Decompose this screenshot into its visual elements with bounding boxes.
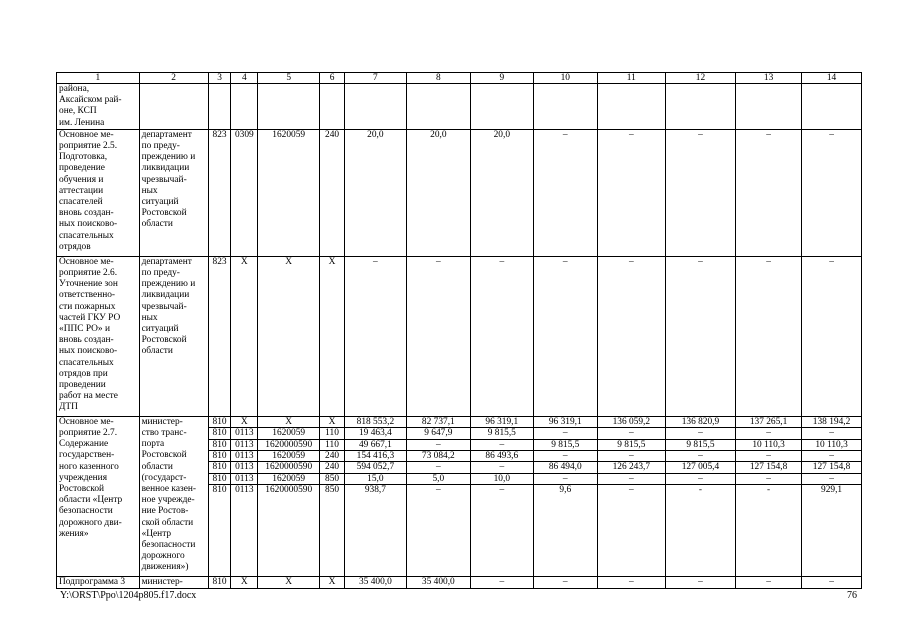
sub-row-cell: 818 553,2 — [345, 417, 406, 428]
amount-cell — [665, 84, 735, 130]
sub-row-cell: 810 — [209, 440, 231, 451]
activity-name: Основное ме- роприятие 2.7. Содержание государствен- ного казенного учреждения Ростовской области «Центр безопасности дорожного дви- жения» — [57, 416, 140, 576]
amount-cell: – — [533, 576, 597, 588]
executor: министер- — [139, 576, 208, 588]
sub-col — [208, 416, 231, 576]
sub-row-cell: 0113 — [231, 462, 257, 473]
sub-row-cell: 1620059 — [258, 474, 319, 485]
sub-row-cell: – — [736, 428, 801, 439]
sub-col — [533, 416, 597, 576]
vr-code: Х — [320, 576, 345, 588]
sub-row-cell: 10,0 — [471, 474, 533, 485]
sub-row-cell: 136 820,9 — [666, 417, 735, 428]
sub-row-cell: 9 815,5 — [534, 440, 597, 451]
sub-row-cell: – — [407, 440, 470, 451]
grbs-code: 823 — [208, 256, 231, 416]
sub-row-cell: 810 — [212, 485, 227, 496]
sub-row-cell: 9 815,5 — [666, 440, 735, 451]
sub-row-cell: 10 110,3 — [736, 440, 801, 451]
sub-col — [470, 416, 533, 576]
amount-cell: 20,0 — [406, 129, 470, 256]
sub-row-cell: – — [736, 474, 801, 485]
sub-row-cell: 86 494,0 — [534, 462, 597, 473]
header-row — [57, 73, 862, 84]
header-cell: 6 — [320, 73, 345, 84]
amount-cell — [802, 84, 862, 130]
file-path: Y:\ORST\Ppo\1204p805.f17.docx — [60, 590, 197, 601]
header-cell: 4 — [231, 73, 258, 84]
csr-code: 1620059 — [258, 129, 320, 256]
sub-row-cell: Х — [231, 417, 257, 428]
sub-col — [736, 416, 802, 576]
amount-cell — [470, 84, 533, 130]
vr-code — [320, 84, 345, 130]
activity-name: Основное ме- роприятие 2.6. Уточнение зон ответственно- сти пожарных частей ГКУ РО «ППС РО» и вновь создан- ных поисково- спасательных отрядов при проведении работ на месте ДТП — [57, 256, 140, 416]
amount-cell: – — [802, 576, 862, 588]
sub-row-cell: 810 — [209, 474, 231, 485]
sub-row-cell: 96 319,1 — [471, 417, 533, 428]
amount-cell: – — [736, 256, 802, 416]
sub-row-cell: – — [802, 451, 861, 462]
activity-name: Основное ме- роприятие 2.5. Подготовка, проведение обучения и аттестации спасателей вновь создан- ных поисково- спасательных отрядов — [57, 129, 140, 256]
amount-cell: – — [736, 129, 802, 256]
executor: департамент по преду- преждению и ликвидации чрезвычай- ных ситуаций Ростовской области — [139, 256, 208, 416]
sub-row-cell: 10 110,3 — [802, 440, 861, 451]
amount-cell: – — [597, 256, 665, 416]
header-cell: 3 — [208, 73, 231, 84]
header-cell: 14 — [802, 73, 862, 84]
amount-cell: – — [533, 129, 597, 256]
sub-row-cell: 9 647,9 — [407, 428, 470, 439]
header-cell: 1 — [57, 73, 140, 84]
amount-cell — [344, 84, 406, 130]
grbs-code: 823 — [208, 129, 231, 256]
sub-row-cell: 594 052,7 — [345, 462, 406, 473]
sub-row-cell: – — [407, 462, 470, 473]
table-row — [57, 84, 862, 130]
amount-cell: – — [406, 256, 470, 416]
amount-cell: – — [470, 576, 533, 588]
budget-table — [56, 72, 862, 589]
sub-row-cell: – — [499, 485, 505, 496]
sub-row-cell: 240 — [320, 462, 344, 473]
amount-cell: 35 400,0 — [406, 576, 470, 588]
sub-row-cell: 810 — [209, 462, 231, 473]
sub-col — [597, 416, 665, 576]
sub-row-cell: 127 154,8 — [736, 462, 801, 473]
sub-row-cell: 850 — [325, 485, 340, 496]
table-row — [57, 256, 862, 416]
csr-code: Х — [258, 576, 320, 588]
sub-row-cell: Х — [258, 417, 319, 428]
sub-row-cell: 138 194,2 — [802, 417, 861, 428]
amount-cell: – — [802, 256, 862, 416]
sub-row-cell: – — [736, 451, 801, 462]
amount-cell: – — [597, 576, 665, 588]
csr-code — [258, 84, 320, 130]
sub-row-cell: – — [666, 474, 735, 485]
sub-row-cell: – — [534, 428, 597, 439]
sub-row-cell: 850 — [320, 474, 344, 485]
sub-row-cell: 810 — [209, 428, 231, 439]
sub-row-cell: 73 084,2 — [407, 451, 470, 462]
sub-row-cell: - — [698, 485, 703, 496]
header-cell: 8 — [406, 73, 470, 84]
sub-row-cell: – — [471, 462, 533, 473]
sub-row-cell: 9 815,5 — [471, 428, 533, 439]
grbs-code — [208, 84, 231, 130]
header-cell: 5 — [258, 73, 320, 84]
csr-code: Х — [258, 256, 320, 416]
sub-row-cell: 0113 — [231, 440, 257, 451]
amount-cell — [533, 84, 597, 130]
table-row — [57, 129, 862, 256]
sub-row-cell: – — [802, 474, 861, 485]
sub-col — [406, 416, 470, 576]
rzpr-code: Х — [231, 576, 258, 588]
sub-row-cell: – — [435, 485, 441, 496]
sub-row-cell: 0113 — [231, 428, 257, 439]
sub-row-cell: 127 005,4 — [666, 462, 735, 473]
sub-row-cell: 929,1 — [821, 485, 843, 496]
sub-row-cell: 0113 — [235, 485, 254, 496]
amount-cell: 35 400,0 — [344, 576, 406, 588]
header-cell: 2 — [139, 73, 208, 84]
sub-row-cell: 110 — [320, 428, 344, 439]
amount-cell: 20,0 — [470, 129, 533, 256]
sub-row-cell: 127 154,8 — [802, 462, 861, 473]
amount-cell: – — [802, 129, 862, 256]
sub-row-cell: 136 059,2 — [598, 417, 665, 428]
header-cell: 10 — [533, 73, 597, 84]
executor: министер- ство транс- порта Ростовской области (государст- венное казен- ное учрежде- ние Ростов- ской области «Центр безопасности дорожного движения») — [139, 416, 208, 576]
page-number: 76 — [847, 590, 857, 601]
header-cell: 13 — [736, 73, 802, 84]
sub-row-cell: 1620059 — [258, 428, 319, 439]
sub-row-cell: 5,0 — [407, 474, 470, 485]
table-row — [57, 576, 862, 588]
grbs-code: 810 — [208, 576, 231, 588]
rzpr-code: Х — [231, 256, 258, 416]
sub-row-cell: 240 — [320, 451, 344, 462]
sub-row-cell: 9,6 — [559, 485, 572, 496]
amount-cell: – — [665, 256, 735, 416]
rzpr-code: 0309 — [231, 129, 258, 256]
amount-cell: – — [736, 576, 802, 588]
sub-row-cell: 938,7 — [364, 485, 386, 496]
amount-cell — [406, 84, 470, 130]
sub-row-cell: – — [534, 451, 597, 462]
sub-row-cell: 154 416,3 — [345, 451, 406, 462]
sub-row-cell: – — [666, 451, 735, 462]
activity-name: Подпрограмма 3 — [57, 576, 140, 588]
sub-row-cell: – — [802, 428, 861, 439]
sub-row-cell: Х — [320, 417, 344, 428]
sub-row-cell: – — [628, 485, 634, 496]
sub-row-cell: – — [598, 428, 665, 439]
amount-cell: 20,0 — [344, 129, 406, 256]
header-cell: 9 — [470, 73, 533, 84]
amount-cell — [597, 84, 665, 130]
amount-cell: – — [597, 129, 665, 256]
sub-row-cell: – — [471, 440, 533, 451]
sub-row-cell: 126 243,7 — [598, 462, 665, 473]
header-cell: 12 — [665, 73, 735, 84]
sub-col — [258, 416, 320, 576]
sub-row-cell: 9 815,5 — [598, 440, 665, 451]
table-row-split — [57, 416, 862, 576]
amount-cell: – — [533, 256, 597, 416]
sub-row-cell: 137 265,1 — [736, 417, 801, 428]
sub-col — [320, 416, 345, 576]
executor — [139, 84, 208, 130]
sub-row-cell: - — [767, 485, 771, 496]
amount-cell — [736, 84, 802, 130]
sub-row-cell: 82 737,1 — [407, 417, 470, 428]
sub-row-cell: 1620000590 — [265, 485, 313, 496]
sub-row-cell: 110 — [320, 440, 344, 451]
sub-row-cell: 1620059 — [258, 451, 319, 462]
sub-row-cell: 86 493,6 — [471, 451, 533, 462]
amount-cell: – — [470, 256, 533, 416]
sub-row-cell: 15,0 — [345, 474, 406, 485]
sub-col — [802, 416, 862, 576]
sub-col — [231, 416, 258, 576]
sub-row-cell: 0113 — [231, 474, 257, 485]
amount-cell: – — [344, 256, 406, 416]
sub-row-cell: 810 — [209, 417, 231, 428]
activity-name: района, Аксайском рай- оне, КСП им. Ленина — [57, 84, 140, 130]
executor: департамент по преду- преждению и ликвидации чрезвычай- ных ситуаций Ростовской области — [139, 129, 208, 256]
sub-col — [665, 416, 735, 576]
header-cell: 11 — [597, 73, 665, 84]
vr-code: Х — [320, 256, 345, 416]
sub-row-cell: 1620000590 — [258, 440, 319, 451]
sub-row-cell: – — [534, 474, 597, 485]
sub-row-cell: 49 667,1 — [345, 440, 406, 451]
sub-row-cell: 96 319,1 — [534, 417, 597, 428]
sub-row-cell: 1620000590 — [258, 462, 319, 473]
sub-row-cell: 0113 — [231, 451, 257, 462]
header-cell: 7 — [344, 73, 406, 84]
amount-cell: – — [665, 576, 735, 588]
amount-cell: – — [665, 129, 735, 256]
sub-row-cell: – — [598, 451, 665, 462]
sub-row-cell: – — [598, 474, 665, 485]
sub-row-cell: 19 463,4 — [345, 428, 406, 439]
sub-col — [344, 416, 406, 576]
sub-row-cell: 810 — [209, 451, 231, 462]
rzpr-code — [231, 84, 258, 130]
sub-row-cell: – — [666, 428, 735, 439]
vr-code: 240 — [320, 129, 345, 256]
